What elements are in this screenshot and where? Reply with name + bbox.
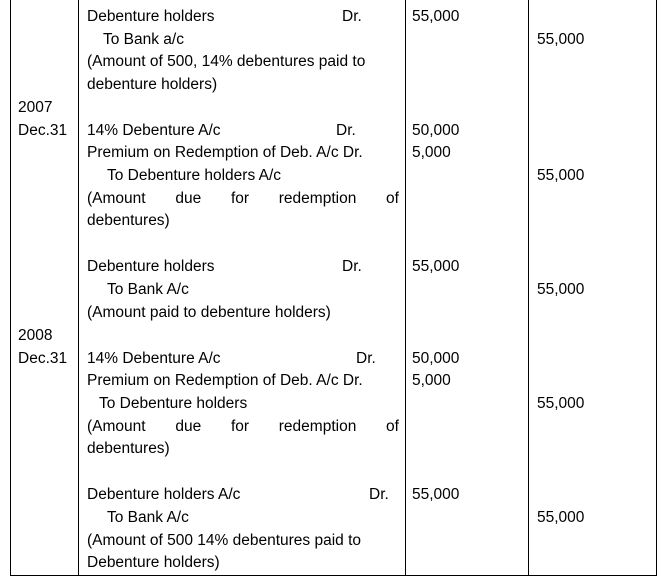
narration-line: (Amount due for redemption of [87, 190, 399, 207]
date-year: 2008 [18, 327, 53, 344]
column-rule-debit [528, 0, 529, 576]
date-day: Dec.31 [18, 350, 68, 367]
narration-line: debentures) [87, 440, 170, 457]
narration-line: (Amount of 500 14% debentures paid to [87, 532, 362, 549]
narration-line: debenture holders) [87, 76, 218, 93]
narration-line: (Amount paid to debenture holders) [87, 304, 331, 321]
debit-amount: 5,000 [412, 144, 451, 161]
particulars-line: Premium on Redemption of Deb. A/c Dr. [87, 372, 363, 389]
narration-line: debentures) [87, 212, 170, 229]
particulars-line: 14% Debenture A/c [87, 350, 221, 367]
dr-marker: Dr. [356, 350, 376, 367]
table-bottom-rule [10, 575, 657, 576]
debit-amount: 50,000 [412, 122, 460, 139]
particulars-line: Debenture holders [87, 258, 215, 275]
particulars-line: To Debenture holders [99, 395, 248, 412]
dr-marker: Dr. [342, 8, 362, 25]
debit-amount: 55,000 [412, 8, 460, 25]
particulars-line: To Debenture holders A/c [107, 167, 282, 184]
date-year: 2007 [18, 99, 53, 116]
particulars-line: To Bank A/c [107, 509, 189, 526]
narration-line: (Amount of 500, 14% debentures paid to [87, 53, 366, 70]
dr-marker: Dr. [336, 122, 356, 139]
column-rule-particulars [405, 0, 406, 576]
date-day: Dec.31 [18, 122, 68, 139]
column-rule-date [78, 0, 79, 576]
particulars-line: To Bank a/c [103, 31, 184, 48]
debit-amount: 55,000 [412, 258, 460, 275]
dr-marker: Dr. [369, 486, 389, 503]
column-rule-left [10, 0, 11, 576]
narration-line: Debenture holders) [87, 554, 220, 571]
particulars-line: 14% Debenture A/c [87, 122, 221, 139]
debit-amount: 5,000 [412, 372, 451, 389]
particulars-line: To Bank A/c [107, 281, 189, 298]
particulars-line: Debenture holders [87, 8, 215, 25]
particulars-line: Debenture holders A/c [87, 486, 241, 503]
credit-amount: 55,000 [537, 281, 585, 298]
credit-amount: 55,000 [537, 31, 585, 48]
credit-amount: 55,000 [537, 509, 585, 526]
debit-amount: 55,000 [412, 486, 460, 503]
debit-amount: 50,000 [412, 350, 460, 367]
narration-line: (Amount due for redemption of [87, 418, 399, 435]
credit-amount: 55,000 [537, 167, 585, 184]
credit-amount: 55,000 [537, 395, 585, 412]
dr-marker: Dr. [342, 258, 362, 275]
particulars-line: Premium on Redemption of Deb. A/c Dr. [87, 144, 363, 161]
column-rule-right [656, 0, 657, 576]
